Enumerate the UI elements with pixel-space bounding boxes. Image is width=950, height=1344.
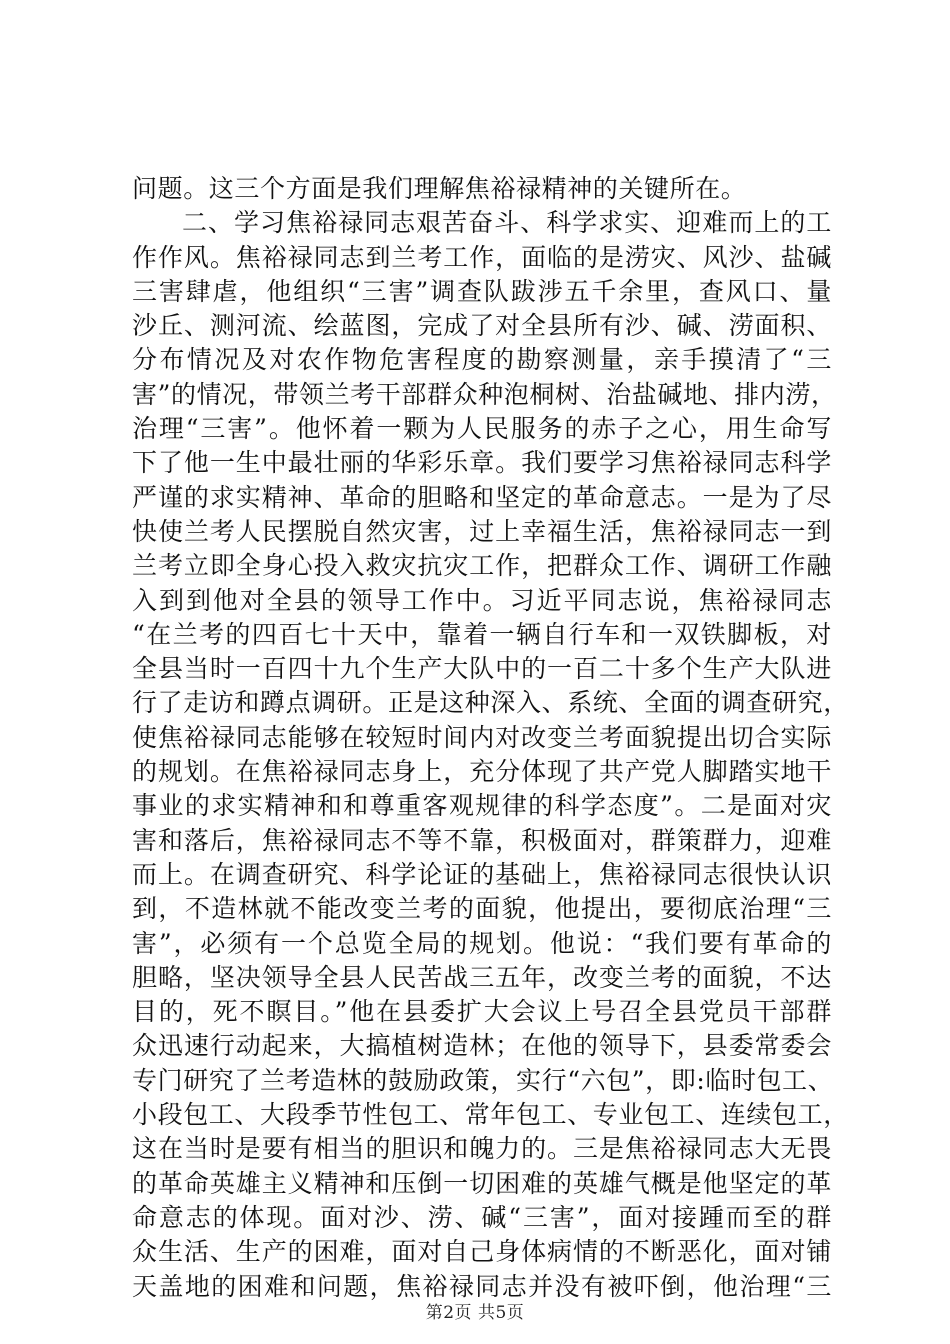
text-line: 治理“三害”。他怀着一颗为人民服务的赤子之心，用生命写 xyxy=(132,414,832,444)
text-line: 害”，必须有一个总览全局的规划。他说：“我们要有革命的 xyxy=(132,928,832,958)
text-line: 的规划。在焦裕禄同志身上，充分体现了共产党人脚踏实地干 xyxy=(132,757,832,787)
text-line: 事业的求实精神和和尊重客观规律的科学态度”。二是面对灾 xyxy=(132,791,832,821)
text-line: 兰考立即全身心投入救灾抗灾工作，把群众工作、调研工作融 xyxy=(132,551,832,581)
text-line: 众生活、生产的困难，面对自己身体病情的不断恶化，面对铺 xyxy=(132,1237,832,1267)
text-line: 胆略，坚决领导全县人民苦战三五年，改变兰考的面貌，不达 xyxy=(132,962,832,992)
text-line: 害”的情况，带领兰考干部群众种泡桐树、治盐碱地、排内涝， xyxy=(132,379,837,409)
text-line: 到，不造林就不能改变兰考的面貌，他提出，要彻底治理“三 xyxy=(132,894,832,924)
text-line: 快使兰考人民摆脱自然灾害，过上幸福生活，焦裕禄同志一到 xyxy=(132,516,832,546)
text-line: 全县当时一百四十九个生产大队中的一百二十多个生产大队进 xyxy=(132,654,832,684)
text-line: 二、学习焦裕禄同志艰苦奋斗、科学求实、迎难而上的工 xyxy=(182,208,832,238)
text-line: 而上。在调查研究、科学论证的基础上，焦裕禄同志很快认识 xyxy=(132,859,832,889)
text-line: 三害肆虐，他组织“三害”调查队跋涉五千余里，查风口、量 xyxy=(132,276,832,306)
text-line: 目的，死不瞑目。”他在县委扩大会议上号召全县党员干部群 xyxy=(132,997,832,1027)
text-line: 问题。这三个方面是我们理解焦裕禄精神的关键所在。 xyxy=(132,174,747,203)
text-line: 命意志的体现。面对沙、涝、碱“三害”，面对接踵而至的群 xyxy=(132,1202,832,1232)
text-line: 沙丘、测河流、绘蓝图，完成了对全县所有沙、碱、涝面积、 xyxy=(132,311,832,341)
text-line: 专门研究了兰考造林的鼓励政策，实行“六包”，即:临时包工、 xyxy=(132,1065,834,1095)
text-line: 的革命英雄主义精神和压倒一切困难的英雄气概是他坚定的革 xyxy=(132,1168,832,1198)
text-line: 作作风。焦裕禄同志到兰考工作，面临的是涝灾、风沙、盐碱 xyxy=(132,242,832,272)
text-line: “在兰考的四百七十天中，靠着一辆自行车和一双铁脚板，对 xyxy=(132,619,832,649)
text-line: 入到到他对全县的领导工作中。习近平同志说，焦裕禄同志 xyxy=(132,585,832,615)
body-text xyxy=(132,172,849,1304)
text-line: 小段包工、大段季节性包工、常年包工、专业包工、连续包工， xyxy=(132,1100,849,1130)
page-number-footer: 第2页 共5页 xyxy=(425,1303,525,1323)
text-line: 分布情况及对农作物危害程度的勘察测量，亲手摸清了“三 xyxy=(132,345,832,375)
text-line: 严谨的求实精神、革命的胆略和坚定的革命意志。一是为了尽 xyxy=(132,482,832,512)
text-line: 行了走访和蹲点调研。正是这种深入、系统、全面的调查研究， xyxy=(132,688,849,718)
text-line: 使焦裕禄同志能够在较短时间内对改变兰考面貌提出切合实际 xyxy=(132,722,832,752)
text-line: 天盖地的困难和问题，焦裕禄同志并没有被吓倒，他治理“三 xyxy=(132,1271,832,1301)
text-line: 害和落后，焦裕禄同志不等不靠，积极面对，群策群力，迎难 xyxy=(132,825,832,855)
text-line: 众迅速行动起来，大搞植树造林；在他的领导下，县委常委会 xyxy=(132,1031,832,1061)
text-line: 这在当时是要有相当的胆识和魄力的。三是焦裕禄同志大无畏 xyxy=(132,1134,832,1164)
text-line: 下了他一生中最壮丽的华彩乐章。我们要学习焦裕禄同志科学 xyxy=(132,448,832,478)
